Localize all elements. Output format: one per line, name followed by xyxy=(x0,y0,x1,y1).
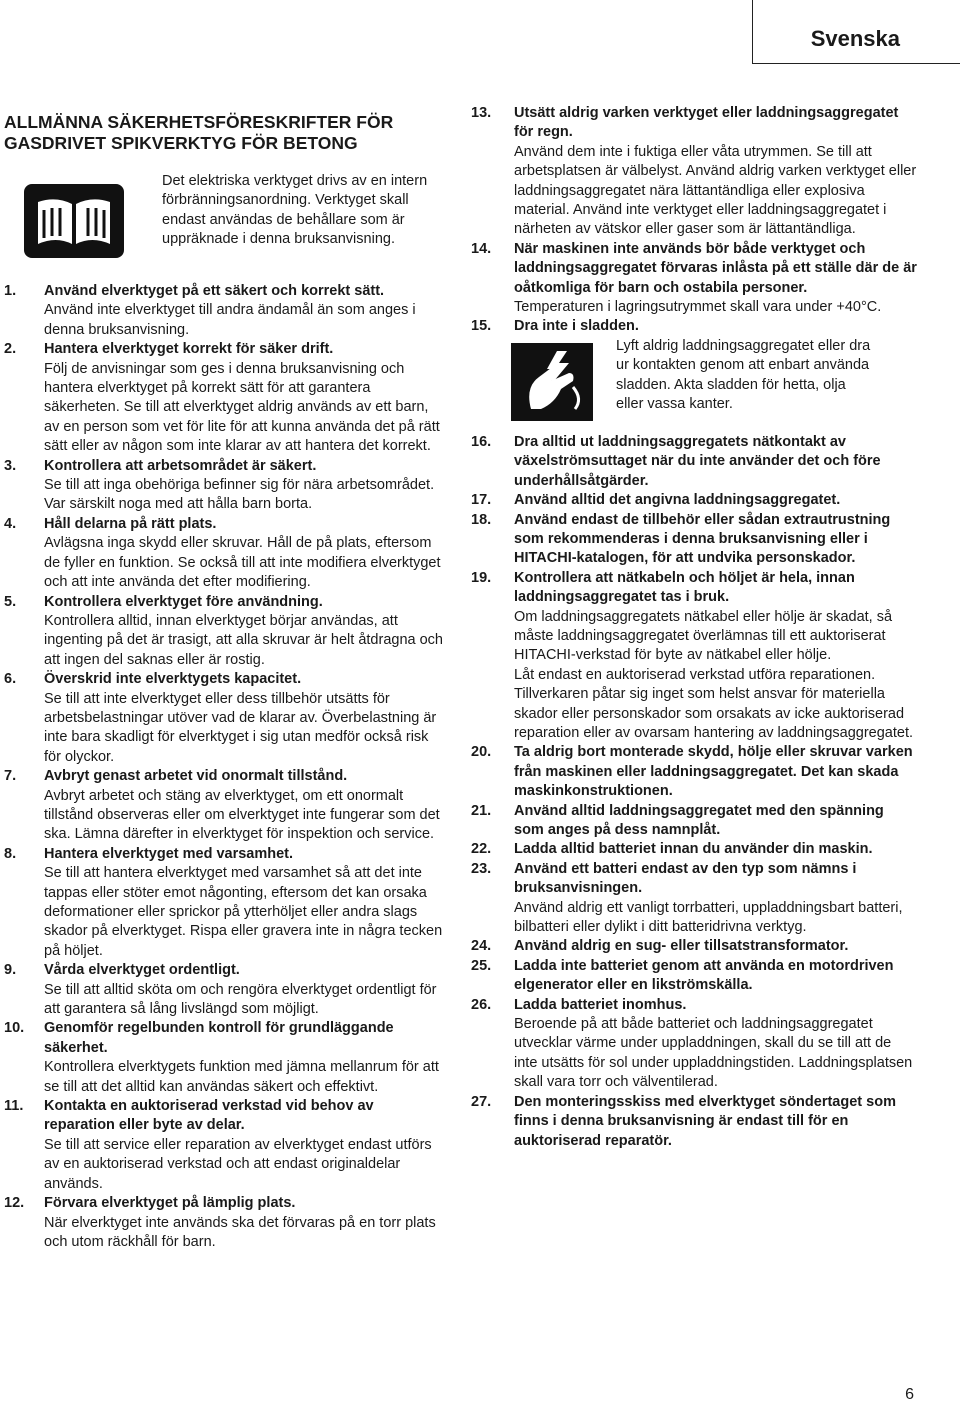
item-number: 14. xyxy=(471,240,492,257)
item-number: 2. xyxy=(4,341,17,358)
item-number: 11. xyxy=(4,1098,24,1115)
item-body xyxy=(514,104,917,240)
list-item xyxy=(471,569,917,744)
item-text: Följ de anvisningar som ges i denna bruksanvisning och hantera elverktyget på korrekt sätt för att garantera säkerheten. Se till att elverktyget aldrig används av ett barn, av en person som vet för lite för att kunna använda det på rätt sätt eller av någon som inte klarar av att hantera det korrekt. xyxy=(44,360,440,455)
list-item xyxy=(471,104,917,240)
list-item xyxy=(471,860,917,938)
shock-warning-block xyxy=(471,337,917,433)
open-book-icon xyxy=(24,184,124,258)
language-tab xyxy=(752,0,960,64)
item-text: Se till att inte elverktyget eller dess tillbehör utsätts för arbetsbelastningar utöver vad de klarar av. Överbelastning är inte bara skadligt för elverktyget i sig utan medför också risk för olyckor. xyxy=(44,690,437,765)
item-heading: Håll delarna på rätt plats. xyxy=(44,515,217,532)
page-title: ALLMÄNNA SÄKERHETSFÖRESKRIFTER FÖR GASDRIVET SPIKVERKTYG FÖR BETONG xyxy=(4,112,394,153)
item-body xyxy=(44,515,446,593)
item-heading: Använd ett batteri endast av den typ som nämns i bruksanvisningen. xyxy=(514,860,857,897)
item-number: 22. xyxy=(471,841,492,858)
list-item xyxy=(471,1093,917,1151)
item-heading: Förvara elverktyget på lämplig plats. xyxy=(44,1195,296,1212)
item-text: Se till att alltid sköta om och rengöra elverktyget ordentligt för att garantera så lång livslängd som möjligt. xyxy=(44,981,437,1018)
item-heading: Ta aldrig bort monterade skydd, hölje eller skruvar varken från maskinen eller laddningsaggregatet. Det kan skada maskinkonstruktionen. xyxy=(514,744,913,800)
item-body xyxy=(514,317,917,336)
item-heading: Genomför regelbunden kontroll för grundläggande säkerhet. xyxy=(44,1020,394,1056)
list-item xyxy=(471,957,917,996)
item-body xyxy=(514,840,917,859)
list-item xyxy=(471,491,917,510)
list-item xyxy=(471,433,917,491)
list-item xyxy=(471,317,917,336)
item-heading: Kontrollera elverktyget före användning. xyxy=(44,593,323,610)
list-item xyxy=(4,1194,446,1252)
item-number: 8. xyxy=(4,845,17,862)
list-item xyxy=(4,1019,446,1097)
item-number: 18. xyxy=(471,511,492,528)
item-heading: Ladda alltid batteriet innan du använder din maskin. xyxy=(514,841,873,858)
item-text: Beroende på att både batteriet och laddningsaggregatet utvecklar värme under uppladdningen, skall du se till att de inte utsätts för sol under uppladdningstiden. Laddningsplatsen skall vara torr och välventilerad. xyxy=(514,1016,913,1091)
item-heading: Ladda batteriet inomhus. xyxy=(514,996,687,1013)
item-number: 25. xyxy=(471,957,492,974)
item-number: 16. xyxy=(471,433,492,450)
list-item xyxy=(4,845,446,961)
item-heading: Avbryt genast arbetet vid onormalt tillstånd. xyxy=(44,768,348,785)
list-item xyxy=(4,961,446,1019)
item-heading: Använd alltid laddningsaggregatet med den spänning som anges på dess namnplåt. xyxy=(514,802,884,838)
item-body xyxy=(44,593,446,671)
electric-shock-hand-icon xyxy=(511,343,593,421)
item-heading: Den monteringsskiss med elverktyget söndertaget som finns i denna bruksanvisning är endast till för en auktoriserad reparatör. xyxy=(514,1093,896,1149)
item-body xyxy=(514,937,917,956)
item-body xyxy=(44,767,446,845)
item-body xyxy=(44,340,446,456)
intro-text: Det elektriska verktyget drivs av en intern förbränningsanordning. Verktyget skall endast användas de behållare som är uppräknade i denna bruksanvisning. xyxy=(162,173,428,248)
item-text: När elverktyget inte används ska det förvaras på en torr plats och utom räckhåll för barn. xyxy=(44,1214,436,1250)
page-number: 6 xyxy=(905,1386,914,1403)
item-number: 13. xyxy=(471,105,492,121)
list-item xyxy=(471,240,917,318)
item-text: Se till att service eller reparation av elverktyget endast utförs av en auktoriserad verkstad och att endast originaldelar används. xyxy=(44,1136,432,1192)
item-heading: Dra inte i sladden. xyxy=(514,318,639,335)
item-number: 15. xyxy=(471,318,492,335)
item-text: Lyft aldrig laddningsaggregatet eller dra ur kontakten genom att enbart använda sladden. Akta sladden för hetta, olja eller vassa kanter. xyxy=(616,337,871,413)
item-text: Se till att hantera elverktyget med varsamhet så att det inte tappas eller stöter emot någonting, eftersom det kan orsaka deformationer eller sprickor på ytterhöljet eller andra slags skador på elverktyget. Rispa eller gravera inte in några tecken på höljet. xyxy=(44,865,443,959)
list-item xyxy=(4,457,446,515)
item-text: Se till att inga obehöriga befinner sig för nära arbetsområdet. Var särskilt noga med att hålla barn borta. xyxy=(44,477,435,513)
item-heading: Använd elverktyget på ett säkert och korrekt sätt. xyxy=(44,283,385,299)
item-body xyxy=(514,743,917,801)
item-heading: Utsätt aldrig varken verktyget eller laddningsaggregatet för regn. xyxy=(514,105,899,141)
item-number: 3. xyxy=(4,457,17,474)
item-text: Kontrollera elverktygets funktion med jämna mellanrum för att se till att det alltid kan användas säkert och effektivt. xyxy=(44,1059,439,1095)
item-number: 24. xyxy=(471,938,492,955)
item-heading: Använd alltid det angivna laddningsaggregatet. xyxy=(514,492,841,509)
list-item xyxy=(471,937,917,956)
item-number: 21. xyxy=(471,802,492,819)
item-text: Använd dem inte i fuktiga eller våta utrymmen. Se till att arbetsplatsen är välbelyst. Använd aldrig varken verktyget eller laddningsaggregatet nära lättantändliga eller explosiva material. Använd inte verktyget eller laddningsaggregatet i närheten av vätskor eller gaser som är lättantändliga. xyxy=(514,143,917,238)
item-number: 23. xyxy=(471,860,492,877)
item-body xyxy=(44,845,446,961)
item-heading: Ladda inte batteriet genom att använda en motordriven elgenerator eller en likströmskälla. xyxy=(514,957,894,994)
item-heading: Använd endast de tillbehör eller sådan extrautrustning som rekommenderas i denna bruksanvisning eller i HITACHI-katalogen, för att undvika personskador. xyxy=(514,511,891,567)
list-item xyxy=(471,996,917,1093)
list-item xyxy=(4,1097,446,1194)
item-text: Temperaturen i lagringsutrymmet skall vara under +40°C. xyxy=(514,299,882,316)
item-number: 4. xyxy=(4,515,17,532)
item-heading: Kontakta en auktoriserad verkstad vid behov av reparation eller byte av delar. xyxy=(44,1098,374,1134)
item-body xyxy=(44,670,446,767)
item-body xyxy=(44,457,446,515)
item-number: 20. xyxy=(471,744,492,761)
list-item xyxy=(4,767,446,845)
item-body xyxy=(44,282,446,340)
left-column xyxy=(4,282,446,1252)
item-number: 12. xyxy=(4,1195,25,1212)
item-text: Om laddningsaggregatets nätkabel eller hölje är skadat, så måste laddningsaggregatet överlämnas till ett auktoriserat HITACHI-verkstad för byte av nätkabel eller hölje. xyxy=(514,608,893,664)
item-number: 9. xyxy=(4,962,17,979)
item-number: 10. xyxy=(4,1020,25,1037)
list-item xyxy=(4,340,446,456)
item-text: Använd aldrig ett vanligt torrbatteri, uppladdningsbart batteri, bilbatteri eller dylikt i ditt batteridrivna verktyg. xyxy=(514,899,903,936)
item-number: 17. xyxy=(471,492,492,509)
item-heading: Kontrollera att arbetsområdet är säkert. xyxy=(44,457,317,474)
item-heading: Hantera elverktyget korrekt för säker drift. xyxy=(44,341,334,358)
list-item xyxy=(471,511,917,569)
item-heading: Överskrid inte elverktygets kapacitet. xyxy=(44,671,302,688)
list-item xyxy=(471,840,917,859)
item-text: Avlägsna inga skydd eller skruvar. Håll de på plats, eftersom de fyller en funktion. Se också till att inte modifiera elverktyget och att inte använda det efter modifiering. xyxy=(44,535,441,591)
item-body xyxy=(514,996,917,1093)
item-body xyxy=(44,1019,446,1097)
item-number: 27. xyxy=(471,1093,492,1110)
item-body xyxy=(44,1097,446,1194)
language-label: Svenska xyxy=(810,26,900,51)
item-body xyxy=(514,511,917,569)
item-text: Använd inte elverktyget till andra ändamål än som anges i denna bruksanvisning. xyxy=(44,302,416,338)
list-item xyxy=(4,282,446,340)
item-number: 5. xyxy=(4,593,17,610)
item-body xyxy=(44,961,446,1019)
item-text: Kontrollera alltid, innan elverktyget börjar användas, att ingenting på det är trasigt, att alla skruvar är helt åtdragna och att ingen del saknas eller är rostig. xyxy=(44,612,443,668)
item-number: 19. xyxy=(471,569,492,586)
list-item xyxy=(4,515,446,593)
item-heading: Kontrollera att nätkabeln och höljet är hela, innan laddningsaggregatet tas i bruk. xyxy=(514,569,855,606)
item-body xyxy=(514,860,917,938)
item-body xyxy=(514,957,917,996)
item-body xyxy=(514,433,917,491)
item-heading: Hantera elverktyget med varsamhet. xyxy=(44,845,294,862)
item-heading: Använd aldrig en sug- eller tillsatstransformator. xyxy=(514,938,849,955)
item-body xyxy=(514,1093,917,1151)
item-heading: Vårda elverktyget ordentligt. xyxy=(44,962,240,979)
item-body xyxy=(514,240,917,318)
item-body xyxy=(514,569,917,744)
item-heading: Dra alltid ut laddningsaggregatets nätkontakt av växelströmsuttaget när du inte använder det och före underhållsåtgärder. xyxy=(514,433,881,489)
item-number: 6. xyxy=(4,671,17,688)
list-item xyxy=(4,593,446,671)
list-item xyxy=(471,743,917,801)
item-text: Avbryt arbetet och stäng av elverktyget, om ett onormalt tillstånd observeras eller om elverktyget inte fungerar som det ska. Lämna därefter in elverktyget för inspektion och service. xyxy=(44,787,440,843)
item-number: 1. xyxy=(4,283,17,299)
list-item xyxy=(471,802,917,841)
item-body xyxy=(514,802,917,841)
item-text-continued: Låt endast en auktoriserad verkstad utföra reparationen. Tillverkaren påtar sig inget som helst ansvar för materiella skador eller personskador som orsakats av icke auktoriserad reparation eller av ovarsam hantering av laddningsaggregatet. xyxy=(514,666,913,741)
list-item xyxy=(4,670,446,767)
item-number: 7. xyxy=(4,768,17,785)
item-number: 26. xyxy=(471,996,492,1013)
right-column xyxy=(471,104,917,1151)
item-body xyxy=(44,1194,446,1252)
item-heading: När maskinen inte används bör både verktyget och laddningsaggregatet förvaras inlåsta på ett ställe där de är oåtkomliga för barn och ostabila personer. xyxy=(514,240,917,296)
item-body xyxy=(514,491,917,510)
